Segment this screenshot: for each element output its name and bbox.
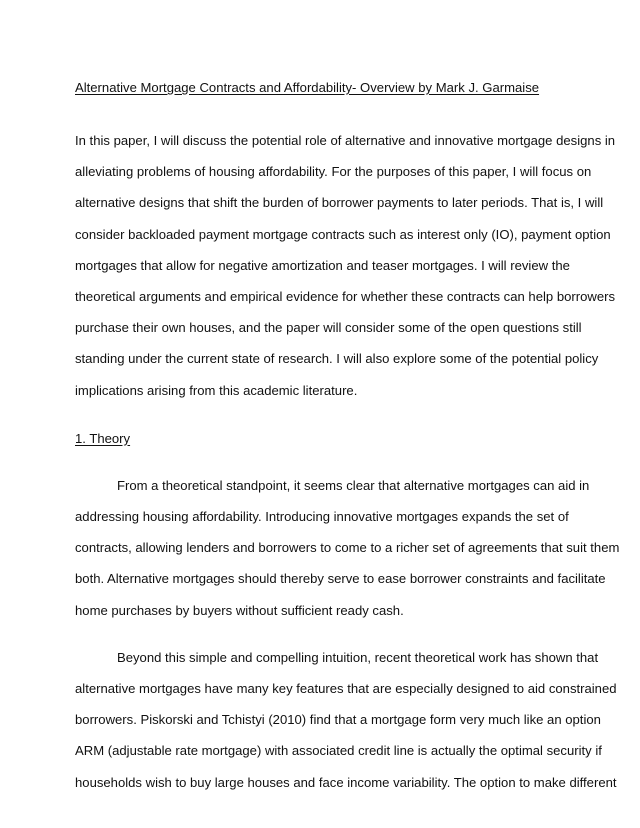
paragraph-line: ARM (adjustable rate mortgage) with associated credit line is actually the optimal security if [75,743,602,759]
spacer [75,406,567,423]
paragraph-line: theoretical arguments and empirical evidence for whether these contracts can help borrowers [75,289,616,305]
document-title: Alternative Mortgage Contracts and Affordability- Overview by Mark J. Garmaise [75,80,540,95]
paragraph-line: home purchases by buyers without sufficient ready cash. [75,602,404,618]
paragraph-line: households wish to buy large houses and face income variability. The option to make different [75,774,617,790]
paragraph-line: both. Alternative mortgages should thereby serve to ease borrower constraints and facilitate [75,571,606,587]
paragraph-line: borrowers. Piskorski and Tchistyi (2010) find that a mortgage form very much like an option [75,712,601,728]
paragraph-line: alternative mortgages have many key features that are especially designed to aid constrained [75,681,617,697]
paragraph-line: contracts, allowing lenders and borrowers to come to a richer set of agreements that suit them [75,540,620,556]
paragraph-line: standing under the current state of research. I will also explore some of the potential policy [75,351,599,367]
paragraph-line: purchase their own houses, and the paper will consider some of the open questions still [75,320,582,336]
paragraph-line: From a theoretical standpoint, it seems clear that alternative mortgages can aid in [117,477,590,493]
paragraph-line: addressing housing affordability. Introducing innovative mortgages expands the set of [75,509,569,525]
spacer [75,103,567,125]
spacer [75,454,567,470]
paragraph-line: mortgages that allow for negative amortization and teaser mortgages. I will review the [75,257,570,273]
intro-paragraph [75,125,616,406]
paragraph-line: In this paper, I will discuss the potential role of alternative and innovative mortgage designs in [75,133,616,148]
paragraph-line: alternative designs that shift the burden of borrower payments to later periods. That is, I will [75,195,604,211]
paragraph-line: Beyond this simple and compelling intuition, recent theoretical work has shown that [117,649,599,665]
theory-paragraph-1 [75,470,620,626]
paragraph-line: consider backloaded payment mortgage contracts such as interest only (IO), payment option [75,226,611,242]
document-body [75,72,620,798]
theory-paragraph-2 [75,642,617,798]
paragraph-line: alleviating problems of housing affordability. For the purposes of this paper, I will focus on [75,164,592,180]
paragraph-line: implications arising from this academic literature. [75,382,358,398]
section-heading: 1. Theory [75,430,131,446]
spacer [75,626,567,642]
